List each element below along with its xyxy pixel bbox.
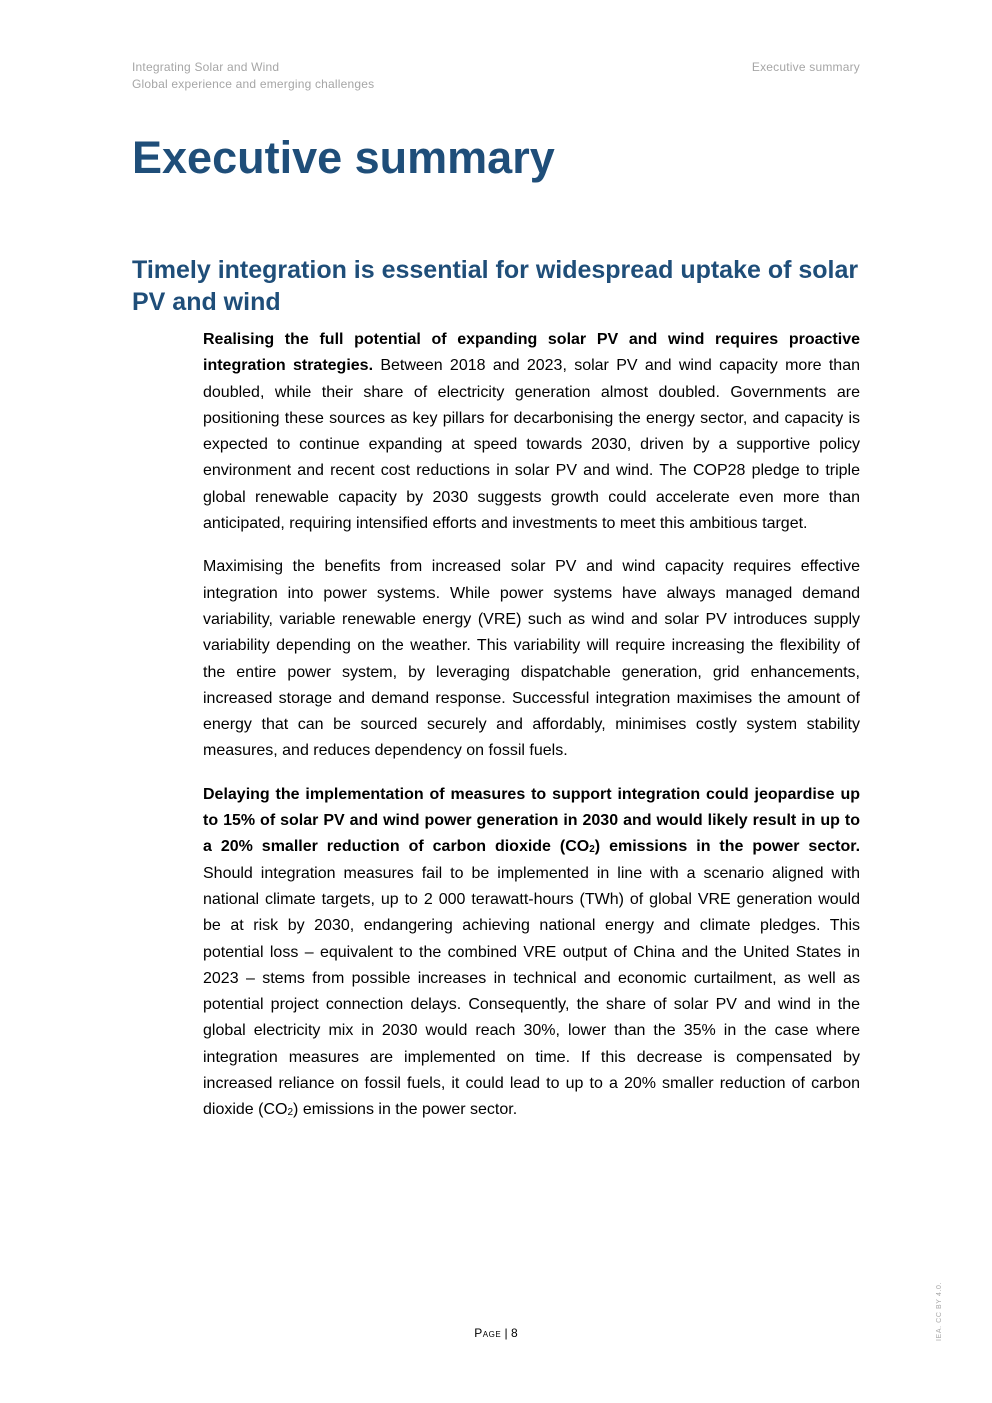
paragraph-3-text-b: ) emissions in the power sector. (293, 1101, 518, 1119)
section-heading: Timely integration is essential for widespread uptake of solar PV and wind (132, 256, 859, 316)
paragraph-3-lead-a: Delaying the implementation of measures to support integration could jeopardise up to 15% of solar PV and wind power generation in 2030 and would likely result in up to a 20% smaller reduction of carbon dioxide (CO (203, 785, 860, 856)
page-title: Executive summary (132, 132, 555, 183)
license-note: IEA. CC BY 4.0. (936, 1281, 943, 1341)
paragraph-3-lead-b: ) emissions in the power sector. (594, 838, 861, 856)
report-subtitle: Global experience and emerging challenges (132, 77, 375, 91)
report-title: Integrating Solar and Wind (132, 60, 280, 74)
paragraph-3-lead (203, 786, 860, 856)
running-header-left (132, 59, 374, 93)
paragraph-3 (203, 782, 860, 1124)
body-text (203, 327, 860, 1141)
page-footer (0, 1326, 992, 1340)
running-header-section: Executive summary (751, 60, 860, 74)
page-label: Page (474, 1326, 502, 1340)
co2-subscript: 2 (589, 844, 595, 856)
paragraph-3-text-a: Should integration measures fail to be implemented in line with a scenario aligned with national climate targets, up to 2 000 terawatt-hours (TWh) of global VRE generation would be at risk by 2030, endangering achieving national energy and climate pledges. This potential loss – equivalent to the combined VRE output of China and the United States in 2023 – stems from possible increases in technical and economic curtailment, as well as potential project connection delays. Consequently, the share of solar PV and wind in the global electricity mix in 2030 would reach 30%, lower than the 35% in the case where integration measures are implemented on time. If this decrease is compensated by increased reliance on fossil fuels, it could lead to up to a 20% smaller reduction of carbon dioxide (CO (203, 864, 860, 1119)
page-number: 8 (511, 1326, 518, 1340)
paragraph-2: Maximising the benefits from increased solar PV and wind capacity requires effective integration into power systems. While power systems have always managed demand variability, variable renewable energy (VRE) such as wind and solar PV introduces supply variability depending on the weather. This variability will require increasing the flexibility of the entire power system, by leveraging dispatchable generation, grid enhancements, increased storage and demand response. Successful integration maximises the amount of energy that can be sourced securely and affordably, minimises costly system stability measures, and reduces dependency on fossil fuels. (203, 558, 860, 760)
paragraph-1-text: Between 2018 and 2023, solar PV and wind capacity more than doubled, while their share of electricity generation almost doubled. Governments are positioning these sources as key pillars for decarbonising the energy sector, and capacity is expected to continue expanding at speed towards 2030, driven by a supportive policy environment and recent cost reductions in solar PV and wind. The COP28 pledge to triple global renewable capacity by 2030 suggests growth could accelerate even more than anticipated, requiring intensified efforts and investments to meet this ambitious target. (203, 357, 861, 533)
page-separator: | (501, 1326, 511, 1340)
paragraph-1 (203, 327, 860, 537)
paragraph-1-lead: Realising the full potential of expanding solar PV and wind requires proactive integration strategies. (203, 331, 860, 375)
co2-subscript: 2 (287, 1107, 294, 1119)
